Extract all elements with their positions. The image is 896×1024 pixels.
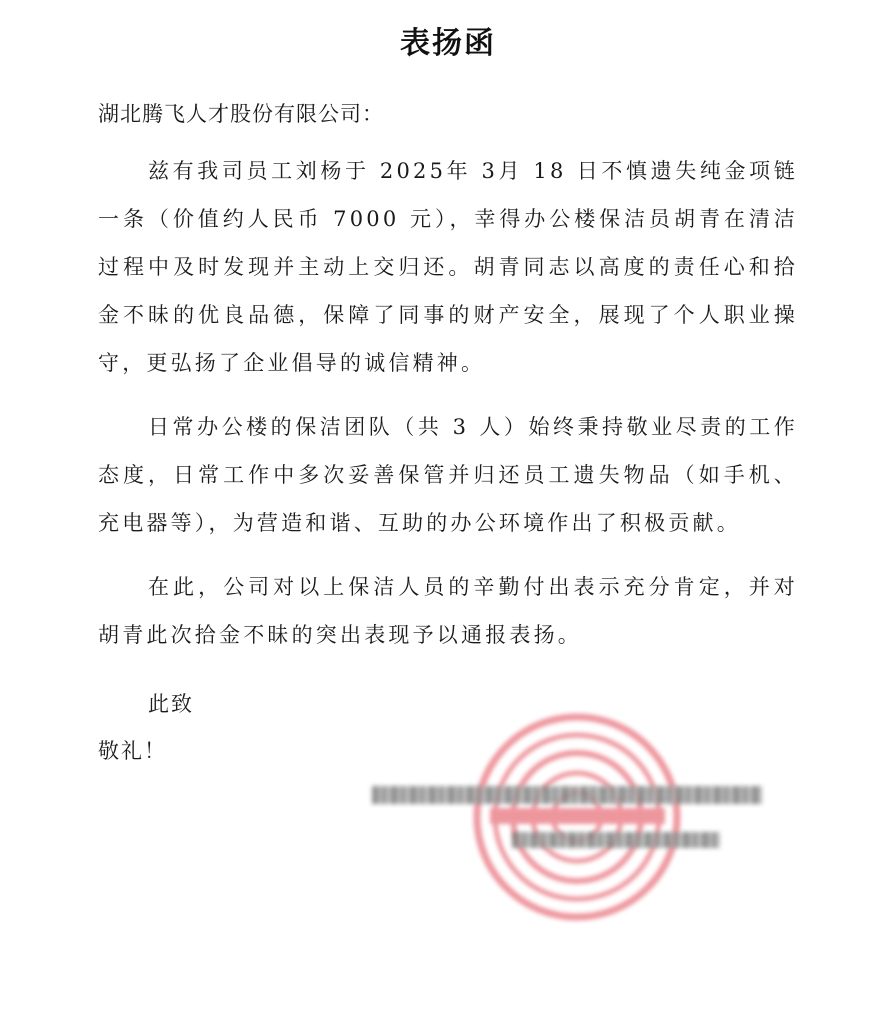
redacted-date bbox=[512, 832, 720, 848]
redacted-company-name bbox=[372, 786, 762, 804]
company-seal-stamp bbox=[470, 710, 685, 925]
paragraph-3: 在此，公司对以上保洁人员的辛勤付出表示充分肯定，并对胡青此次拾金不昧的突出表现予以通报表扬。 bbox=[98, 575, 798, 647]
letter-title: 表扬函 bbox=[400, 26, 496, 61]
salutation: 湖北腾飞人才股份有限公司： bbox=[98, 102, 384, 126]
closing: 此致 bbox=[148, 692, 194, 716]
regards: 敬礼！ bbox=[98, 739, 167, 763]
paragraph-1: 兹有我司员工刘杨于 2025年 3月 18 日不慎遗失纯金项链一条（价值约人民币 7000 元），幸得办公楼保洁员胡青在清洁过程中及时发现并主动上交归还。胡青同志以高度的责任心和拾金不昧的优良品德，保障了同事的财产安全，展现了个人职业操守，更弘扬了企业倡导的诚信精神。 bbox=[98, 159, 798, 375]
stamp-center-band bbox=[490, 808, 665, 824]
paragraph-2: 日常办公楼的保洁团队（共 3 人）始终秉持敬业尽责的工作态度，日常工作中多次妥善保管并归还员工遗失物品（如手机、充电器等），为营造和谐、互助的办公环境作出了积极贡献。 bbox=[98, 415, 798, 535]
